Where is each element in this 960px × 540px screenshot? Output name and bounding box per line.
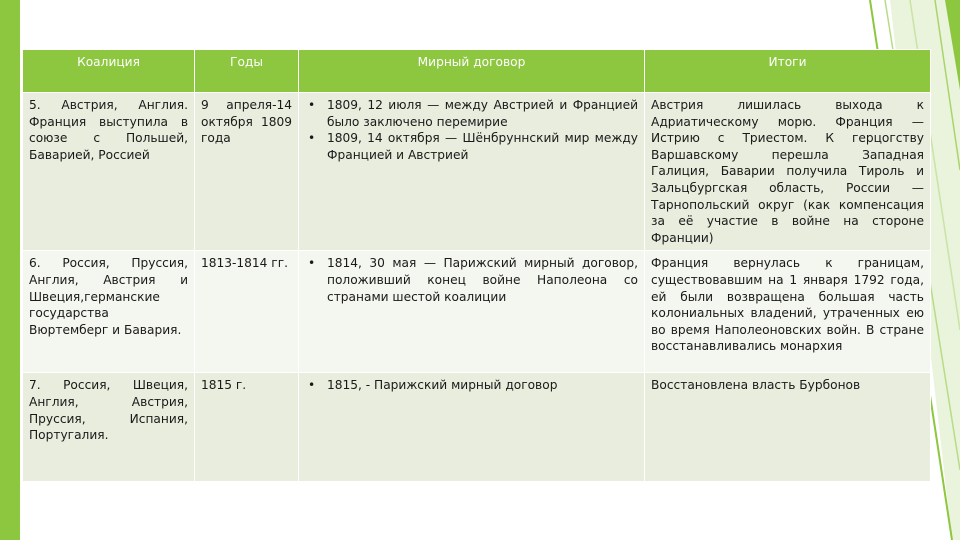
treaty-text: 1809, 14 октября — Шёнбруннский мир между Францией и Австрией (327, 131, 638, 162)
results-cell: Австрия лишилась выхода к Адриатическому морю. Франция — Истрию с Триестом. К герцогству Варшавскому перешла Западная Галиция, Баварии получила Тироль и Зальцбургская область, России — Тарнопольский округ (как компенсация за её участие в войне на стороне Франции) (645, 93, 931, 251)
treaty-cell (299, 251, 645, 373)
coalition-cell: 7. Россия, Швеция, Англия, Австрия, Пруссия, Испания, Португалия. (23, 373, 195, 482)
treaty-text: 1814, 30 мая — Парижский мирный договор, положивший конец войне Наполеона со странами шестой коалиции (327, 256, 638, 304)
results-cell: Франция вернулась к границам, существовавшим на 1 января 1792 года, ей были возвращена большая часть колониальных владений, утраченных ею во время Наполеоновских войн. В стране восстанавливались монархия (645, 251, 931, 373)
treaty-text: 1809, 12 июля — между Австрией и Францией было заключено перемирие (327, 98, 638, 129)
left-accent-bar (0, 0, 20, 540)
table-row (23, 93, 931, 251)
header-coalition: Коалиция (23, 50, 195, 93)
years-cell: 1813-1814 гг. (195, 251, 299, 373)
years-cell: 9 апреля-14 октября 1809 года (195, 93, 299, 251)
treaty-text: 1815, - Парижский мирный договор (327, 378, 558, 393)
coalition-cell: 5. Австрия, Англия. Франция выступила в союзе с Польшей, Баварией, Россией (23, 93, 195, 251)
bullet-icon: • (308, 256, 316, 271)
treaty-item (305, 130, 638, 163)
treaty-item (305, 97, 638, 130)
results-cell: Восстановлена власть Бурбонов (645, 373, 931, 482)
header-peace-treaty: Мирный договор (299, 50, 645, 93)
table-row (23, 373, 931, 482)
treaty-item (305, 377, 638, 394)
table-row (23, 251, 931, 373)
coalition-cell: 6. Россия, Пруссия, Англия, Австрия и Швеция,германские государства Вюртемберг и Бавария. (23, 251, 195, 373)
years-cell: 1815 г. (195, 373, 299, 482)
bullet-icon: • (308, 98, 316, 112)
bullet-icon: • (308, 378, 316, 393)
treaty-item (305, 255, 638, 305)
table-header-row (23, 50, 931, 93)
bullet-icon: • (308, 131, 316, 146)
treaty-cell (299, 93, 645, 251)
header-results: Итоги (645, 50, 931, 93)
coalitions-table (22, 49, 931, 482)
header-years: Годы (195, 50, 299, 93)
treaty-cell (299, 373, 645, 482)
